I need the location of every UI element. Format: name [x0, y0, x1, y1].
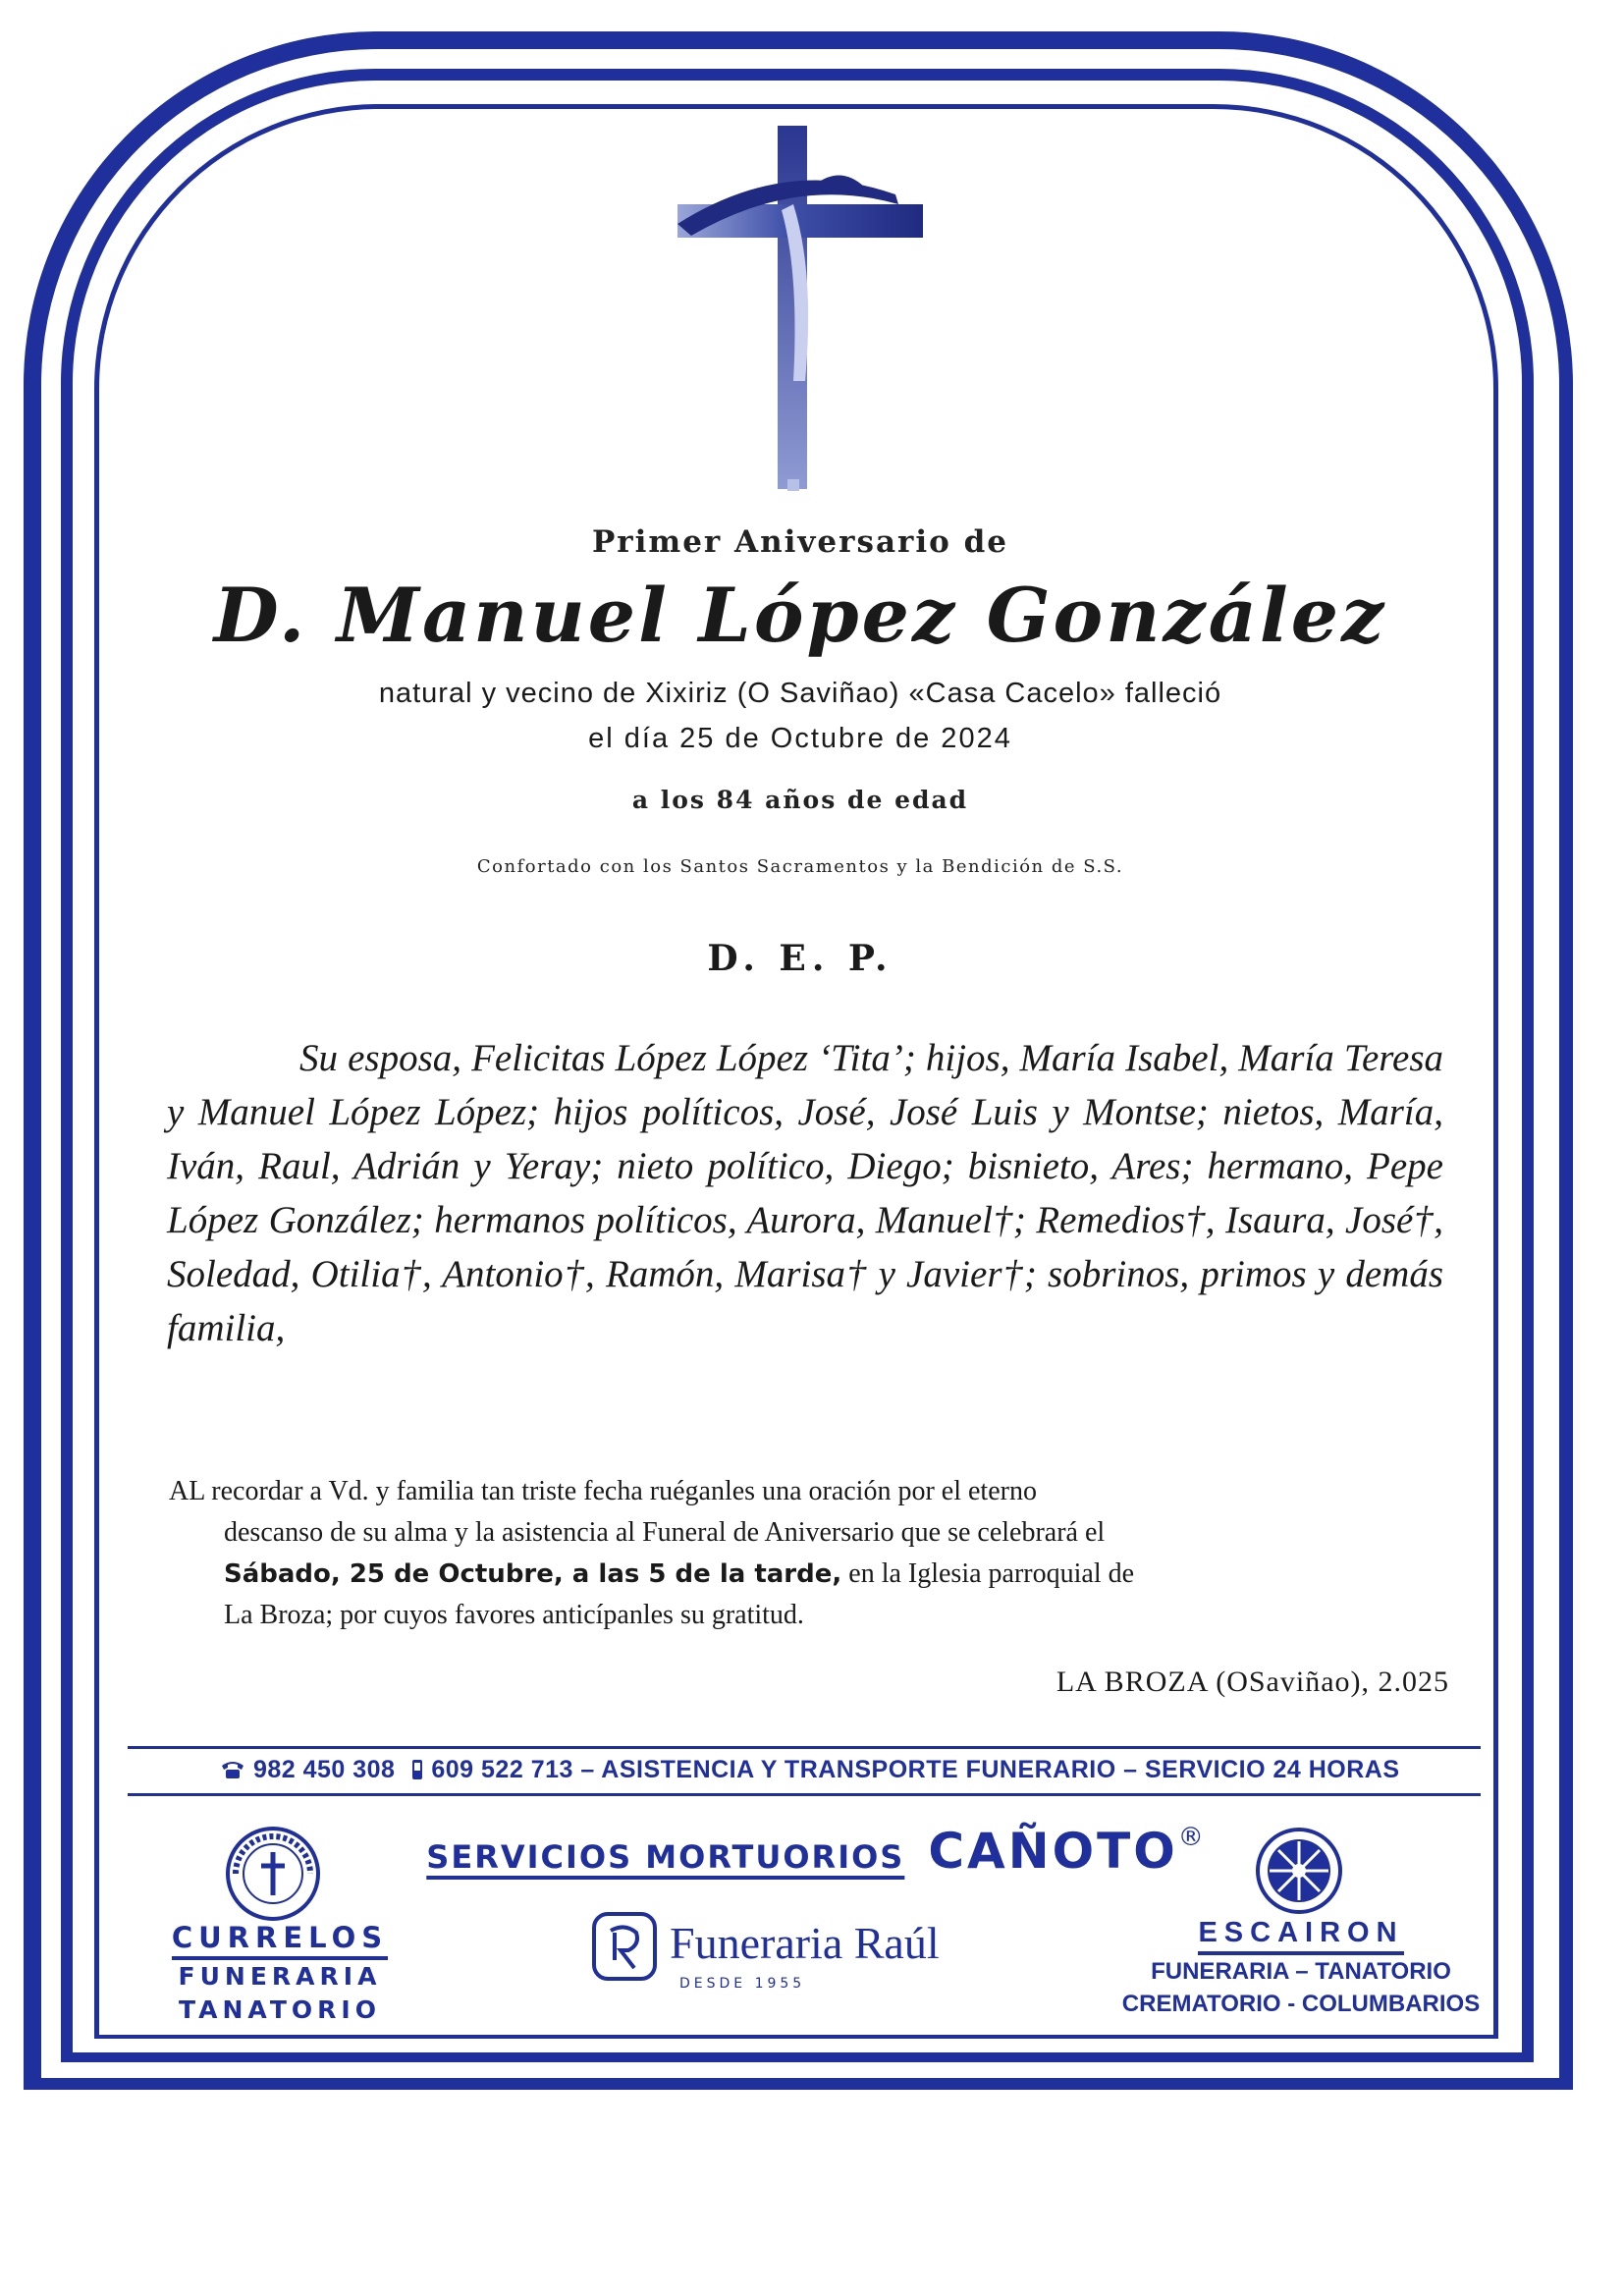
brand-servicios: SERVICIOS MORTUORIOS — [426, 1838, 905, 1876]
brand-line — [422, 1823, 1208, 1880]
cross-icon — [668, 126, 933, 499]
church-text: en la Iglesia parroquial de — [841, 1558, 1135, 1589]
telephone-icon — [220, 1760, 245, 1779]
currelos-line-2: TANATORIO — [179, 1995, 381, 2024]
remembrance-line-4: La Broza; por cuyos favores anticípanles su gratitud. — [224, 1600, 804, 1630]
escairon-line-1: FUNERARIA – TANATORIO — [1151, 1958, 1451, 1985]
remembrance-line-1: AL recordar a Vd. y familia tan triste fecha ruéganles una oración por el eterno — [169, 1476, 1037, 1506]
divider-top — [128, 1746, 1481, 1749]
phone-number-2: 609 522 713 — [431, 1756, 573, 1783]
registered-mark: ® — [1177, 1823, 1204, 1852]
origin-line: natural y vecino de Xixiriz (O Saviñao) «Casa Cacelo» falleció — [378, 678, 1222, 709]
raul-since: DESDE 1955 — [679, 1976, 806, 1992]
currelos-line-1: FUNERARIA — [178, 1962, 382, 1991]
currelos-block — [147, 1921, 412, 2027]
anniversary-heading: Primer Aniversario de — [591, 524, 1009, 560]
death-date: el día 25 de Octubre de 2024 — [588, 723, 1012, 754]
deceased-name: D. Manuel López González — [213, 572, 1387, 659]
funeral-date: Sábado, 25 de Octubre, a las 5 de la tarde, — [224, 1559, 842, 1589]
sacraments-line: Confortado con los Santos Sacramentos y la Bendición de S.S. — [476, 856, 1124, 877]
mobile-phone-icon — [410, 1758, 424, 1781]
escairon-line-2: CREMATORIO - COLUMBARIOS — [1121, 1991, 1481, 2017]
escairon-title: ESCAIRON — [1198, 1917, 1403, 1955]
remembrance-line-3 — [169, 1554, 1435, 1595]
raul-block — [589, 1905, 962, 1992]
currelos-seal-icon — [224, 1825, 322, 1923]
remembrance-paragraph — [169, 1471, 1435, 1636]
escairon-block — [1080, 1917, 1522, 2020]
phone-number-1: 982 450 308 — [252, 1756, 396, 1783]
escairon-logo-icon — [1253, 1825, 1345, 1917]
currelos-title: CURRELOS — [172, 1921, 388, 1960]
brand-canoto: CAÑOTO — [928, 1823, 1178, 1880]
rip-line: D. E. P. — [707, 938, 893, 979]
raul-name: Funeraria Raúl — [670, 1918, 940, 1968]
services-text: – ASISTENCIA Y TRANSPORTE FUNERARIO – SERVICIO 24 HORAS — [580, 1756, 1400, 1783]
age-line: a los 84 años de edad — [631, 786, 969, 814]
divider-bottom — [128, 1793, 1481, 1796]
contact-bar — [137, 1756, 1483, 1784]
remembrance-line-2: descanso de su alma y la asistencia al Funeral de Aniversario que se celebrará el — [224, 1517, 1106, 1548]
family-paragraph: Su esposa, Felicitas López López ‘Tita’; hijos, María Isabel, María Teresa y Manuel López López; hijos políticos, José, José Luis y Montse; nietos, María, Iván, Raul, Adrián y Yeray; nieto político, Diego; bisnieto, Ares; hermano, Pepe López González; hermanos políticos, Aurora, Manuel†; Remedios†, Isaura, José†, Soledad, Otilia†, Antonio†, Ramón, Marisa† y Javier†; sobrinos, primos y demás familia, — [167, 1037, 1443, 1349]
place-and-year: LA BROZA (OSaviñao), 2.025 — [1056, 1666, 1449, 1698]
raul-logo-icon — [591, 1911, 658, 1982]
